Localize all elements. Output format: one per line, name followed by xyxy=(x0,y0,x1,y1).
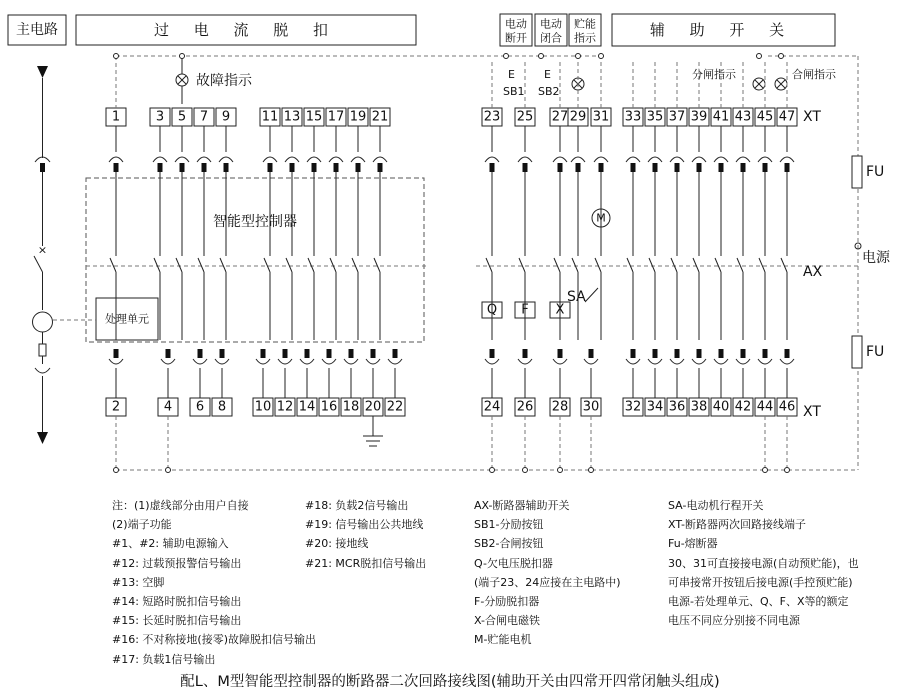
bottom-terminal-number: 28 xyxy=(551,399,569,415)
note-line: 电源-若处理单元、Q、F、X等的额定 xyxy=(668,595,849,609)
motor-close-header-l2: 闭合 xyxy=(540,31,562,45)
arrow-down-icon xyxy=(37,432,48,444)
note-line: #15: 长延时脱扣信号输出 xyxy=(112,614,242,628)
bottom-terminal-number: 6 xyxy=(195,399,205,415)
top-terminal-number: 25 xyxy=(516,109,534,125)
note-line: Fu-熔断器 xyxy=(668,537,718,551)
power-label: 电源 xyxy=(862,250,890,266)
top-terminal-number: 9 xyxy=(221,109,231,125)
top-terminal-number: 13 xyxy=(283,109,301,125)
top-terminal-number: 43 xyxy=(734,109,752,125)
trip-header: 过 电 流 脱 扣 xyxy=(153,21,339,39)
bottom-terminal-number: 12 xyxy=(276,399,294,415)
ax-label: AX xyxy=(803,264,823,280)
note-line: #21: MCR脱扣信号输出 xyxy=(305,556,427,570)
bottom-terminal-number: 42 xyxy=(734,399,752,415)
top-terminal-number: 21 xyxy=(371,109,389,125)
note-line: (端子23、24应接在主电路中) xyxy=(474,575,621,589)
note-line: #13: 空脚 xyxy=(112,575,165,589)
note-line: #20: 接地线 xyxy=(305,537,369,551)
bottom-terminal-number: 4 xyxy=(163,399,173,415)
notes-col-4 xyxy=(668,496,859,630)
fu-bottom-label: FU xyxy=(866,344,885,360)
coil-f-label: F xyxy=(521,302,529,318)
bottom-terminal-number: 40 xyxy=(712,399,730,415)
bottom-terminal-number: 18 xyxy=(342,399,360,415)
coil-q-label: Q xyxy=(486,302,498,318)
bottom-terminal-number: 46 xyxy=(778,399,796,415)
note-line: AX-断路器辅助开关 xyxy=(474,499,570,512)
note-line: SB1-分励按钮 xyxy=(474,518,544,532)
top-terminal-number: 7 xyxy=(199,109,209,125)
note-line: 30、31可直接接电源(自动预贮能)，也 xyxy=(668,556,859,570)
note-line: SA-电动机行程开关 xyxy=(668,499,764,512)
notes-col-1 xyxy=(112,496,316,669)
top-terminal-number: 23 xyxy=(483,109,501,125)
top-terminal-number: 39 xyxy=(690,109,708,125)
bottom-terminal-number: 30 xyxy=(582,399,600,415)
note-line: #12: 过载预报警信号输出 xyxy=(112,556,242,570)
motor-label: M xyxy=(596,211,606,225)
bottom-terminal-number: 38 xyxy=(690,399,708,415)
fuse-top-icon xyxy=(852,156,862,188)
bottom-terminal-number: 2 xyxy=(111,399,121,415)
top-terminal-number: 33 xyxy=(624,109,642,125)
top-terminal-number: 17 xyxy=(327,109,345,125)
fuse-bottom-icon xyxy=(852,336,862,368)
top-terminal-number: 15 xyxy=(305,109,323,125)
svg-text:×: × xyxy=(37,243,48,257)
top-terminal-number: 45 xyxy=(756,109,774,125)
aux-switch-header: 辅 助 开 关 xyxy=(649,21,795,39)
top-terminal-number: 37 xyxy=(668,109,686,125)
note-line: #17: 负载1信号输出 xyxy=(112,652,216,666)
bottom-terminal-number: 34 xyxy=(646,399,664,415)
bottom-terminal-number: 32 xyxy=(624,399,642,415)
processing-unit-label: 处理单元 xyxy=(105,312,149,326)
note-line: #14: 短路时脱扣信号输出 xyxy=(112,595,242,609)
main-circuit-header: 主电路 xyxy=(16,22,58,38)
fault-indicator-label: 故障指示 xyxy=(196,73,252,89)
note-line: F-分励脱扣器 xyxy=(474,595,540,609)
bottom-terminal-number: 26 xyxy=(516,399,534,415)
motor-open-header-l1: 电动 xyxy=(505,17,527,31)
motor-open-header-l2: 断开 xyxy=(505,31,527,45)
store-header-l2: 指示 xyxy=(574,31,596,45)
open-indicator-label: 分闸指示 xyxy=(692,68,736,81)
bottom-terminal-number: 14 xyxy=(298,399,316,415)
sa-label: SA xyxy=(567,289,586,305)
note-line: X-合闸电磁铁 xyxy=(474,614,540,628)
bottom-terminal-number: 22 xyxy=(386,399,404,415)
top-terminal-number: 19 xyxy=(349,109,367,125)
note-line: 注：(1)虚线部分由用户自接 xyxy=(112,499,249,512)
close-indicator-label: 合闸指示 xyxy=(792,68,836,81)
top-terminal-number: 11 xyxy=(261,109,279,125)
arrow-down-icon xyxy=(37,66,48,78)
notes-col-2 xyxy=(305,496,426,573)
motor-close-header-l1: 电动 xyxy=(540,17,562,31)
bottom-terminal-number: 16 xyxy=(320,399,338,415)
note-line: #18: 负载2信号输出 xyxy=(305,499,409,512)
bottom-terminal-number: 44 xyxy=(756,399,774,415)
note-line: M-贮能电机 xyxy=(474,633,532,647)
sb1-label: SB1 xyxy=(503,85,525,98)
note-line: Q-欠电压脱扣器 xyxy=(474,556,553,570)
top-terminal-number: 1 xyxy=(111,109,121,125)
top-terminal-number: 47 xyxy=(778,109,796,125)
current-transformer-icon xyxy=(33,312,53,332)
bottom-terminal-number: 20 xyxy=(364,399,382,415)
note-line: #19: 信号输出公共地线 xyxy=(305,518,424,532)
top-terminal-number: 31 xyxy=(592,109,610,125)
note-line: (2)端子功能 xyxy=(112,518,172,532)
fu-top-label: FU xyxy=(866,164,885,180)
figure-caption: 配L、M型智能型控制器的断路器二次回路接线图(辅助开关由四常开四常闭触头组成) xyxy=(180,674,720,690)
coil-x-label: X xyxy=(555,302,565,318)
top-terminal-number: 35 xyxy=(646,109,664,125)
top-terminal-number: 29 xyxy=(569,109,587,125)
xt-bottom-label: XT xyxy=(803,404,821,420)
bottom-terminal-number: 8 xyxy=(217,399,227,415)
note-line: XT-断路器两次回路接线端子 xyxy=(668,518,807,532)
bottom-terminal-number: 24 xyxy=(483,399,501,415)
note-line: SB2-合闸按钮 xyxy=(474,537,544,551)
top-terminal-number: 3 xyxy=(155,109,165,125)
bottom-terminal-number: 36 xyxy=(668,399,686,415)
top-terminal-number: 41 xyxy=(712,109,730,125)
top-terminal-number: 27 xyxy=(551,109,569,125)
e2-label: E xyxy=(544,68,551,81)
xt-top-label: XT xyxy=(803,109,821,125)
sb2-label: SB2 xyxy=(538,85,560,98)
note-line: 电压不同应分别接不同电源 xyxy=(668,614,800,628)
note-line: #16: 不对称接地(接零)故障脱扣信号输出 xyxy=(112,633,316,647)
e1-label: E xyxy=(508,68,515,81)
store-header-l1: 贮能 xyxy=(574,17,596,31)
note-line: 可串接常开按钮后接电源(手控预贮能) xyxy=(668,575,853,589)
bottom-terminal-number: 10 xyxy=(254,399,272,415)
notes-col-3 xyxy=(474,496,621,650)
note-line: #1、#2: 辅助电源输入 xyxy=(112,537,229,551)
top-terminal-number: 5 xyxy=(177,109,187,125)
controller-label: 智能型控制器 xyxy=(213,214,297,230)
